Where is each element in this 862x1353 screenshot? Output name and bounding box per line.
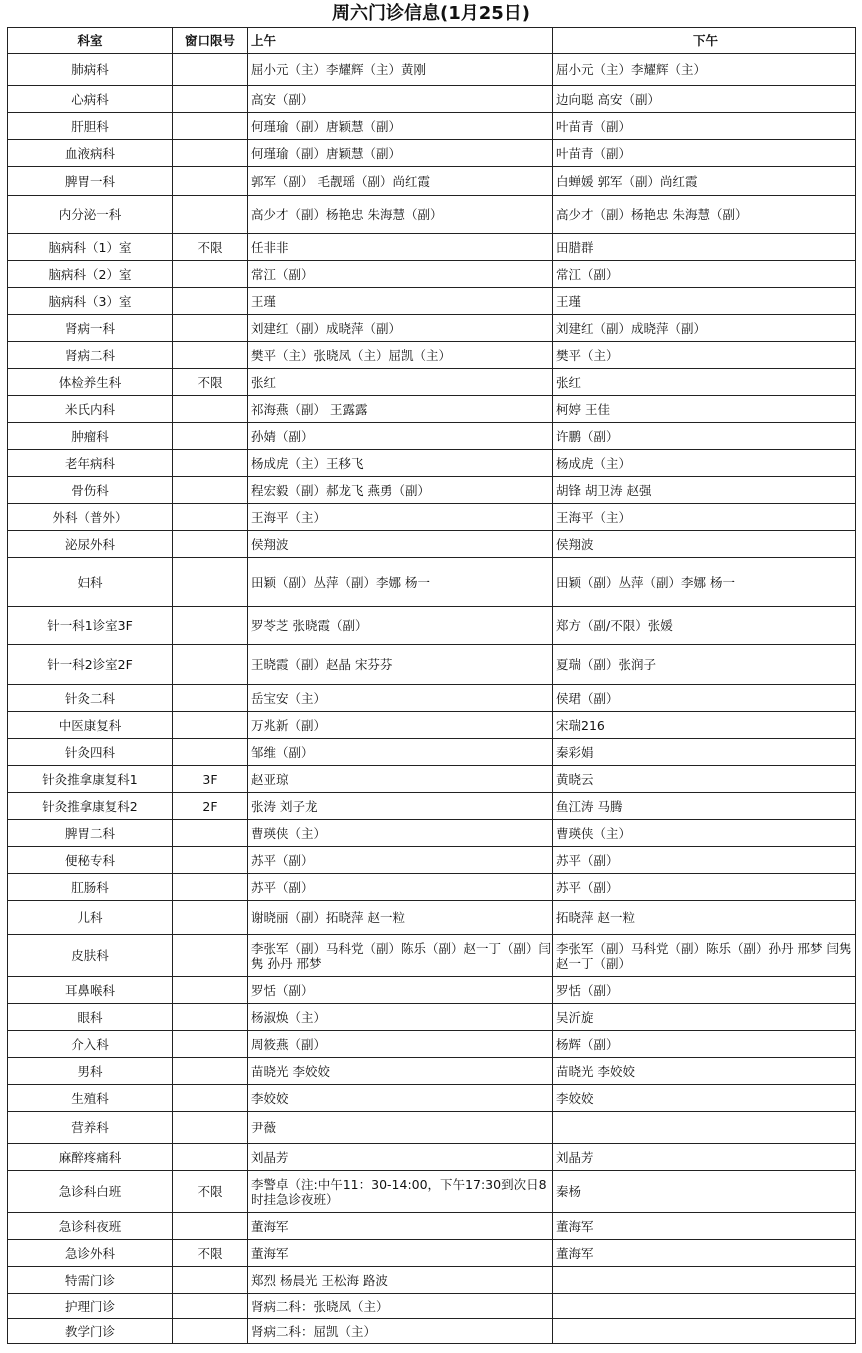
- window-limit-cell: 不限: [172, 369, 247, 395]
- table-row: [7, 712, 856, 739]
- window-limit-cell: [172, 645, 247, 684]
- table-row: [7, 820, 856, 847]
- dept-cell: 皮肤科: [7, 935, 172, 976]
- afternoon-cell: 高少才（副）杨艳忠 朱海慧（副）: [552, 196, 856, 233]
- afternoon-cell: 宋瑞216: [552, 712, 856, 738]
- window-limit-cell: [172, 54, 247, 85]
- afternoon-cell: 秦杨: [552, 1171, 856, 1212]
- dept-cell: 针一科2诊室2F: [7, 645, 172, 684]
- table-row: [7, 477, 856, 504]
- afternoon-cell: 田颖（副）丛萍（副）李娜 杨一: [552, 558, 856, 606]
- dept-cell: 肾病一科: [7, 315, 172, 341]
- dept-cell: 老年病科: [7, 450, 172, 476]
- dept-cell: 针灸二科: [7, 685, 172, 711]
- dept-cell: 体检养生科: [7, 369, 172, 395]
- dept-cell: 中医康复科: [7, 712, 172, 738]
- table-row: [7, 86, 856, 113]
- window-limit-cell: [172, 1004, 247, 1030]
- morning-cell: 周筱燕（副）: [247, 1031, 552, 1057]
- afternoon-cell: 罗恬（副）: [552, 977, 856, 1003]
- afternoon-cell: 曹瑛侠（主）: [552, 820, 856, 846]
- table-row: [7, 196, 856, 234]
- table-row: [7, 645, 856, 685]
- table-row: [7, 874, 856, 901]
- afternoon-cell: 董海军: [552, 1213, 856, 1239]
- morning-cell: 肾病二科：张晓凤（主）: [247, 1294, 552, 1318]
- table-row: [7, 901, 856, 935]
- morning-cell: 罗苓芝 张晓霞（副）: [247, 607, 552, 644]
- afternoon-cell: 侯翔波: [552, 531, 856, 557]
- afternoon-cell: 杨辉（副）: [552, 1031, 856, 1057]
- window-limit-cell: [172, 167, 247, 195]
- dept-cell: 泌尿外科: [7, 531, 172, 557]
- table-row: [7, 450, 856, 477]
- morning-cell: 李张军（副）马科党（副）陈乐（副）赵一丁（副）闫隽 孙丹 邢梦: [247, 935, 552, 976]
- afternoon-cell: 王瑾: [552, 288, 856, 314]
- dept-cell: 特需门诊: [7, 1267, 172, 1293]
- dept-cell: 米氏内科: [7, 396, 172, 422]
- afternoon-cell: 胡锋 胡卫涛 赵强: [552, 477, 856, 503]
- dept-cell: 便秘专科: [7, 847, 172, 873]
- afternoon-cell: 吴沂旋: [552, 1004, 856, 1030]
- window-limit-cell: [172, 1112, 247, 1143]
- morning-cell: 程宏毅（副）郝龙飞 燕勇（副）: [247, 477, 552, 503]
- afternoon-cell: 王海平（主）: [552, 504, 856, 530]
- window-limit-cell: [172, 450, 247, 476]
- window-limit-cell: [172, 558, 247, 606]
- table-row: [7, 793, 856, 820]
- table-row: [7, 288, 856, 315]
- dept-cell: 脑病科（3）室: [7, 288, 172, 314]
- morning-cell: 尹薇: [247, 1112, 552, 1143]
- window-limit-cell: [172, 685, 247, 711]
- afternoon-cell: 樊平（主）: [552, 342, 856, 368]
- morning-cell: 刘建红（副）成晓萍（副）: [247, 315, 552, 341]
- morning-cell: 万兆新（副）: [247, 712, 552, 738]
- table-row: [7, 558, 856, 607]
- morning-cell: 肾病二科：屈凯（主）: [247, 1319, 552, 1343]
- afternoon-cell: 郑方（副/不限）张媛: [552, 607, 856, 644]
- window-limit-cell: [172, 261, 247, 287]
- table-row: [7, 234, 856, 261]
- afternoon-cell: 李姣姣: [552, 1085, 856, 1111]
- window-limit-cell: 2F: [172, 793, 247, 819]
- dept-cell: 急诊外科: [7, 1240, 172, 1266]
- table-row: [7, 261, 856, 288]
- window-limit-cell: [172, 607, 247, 644]
- dept-cell: 心病科: [7, 86, 172, 112]
- afternoon-cell: 杨成虎（主）: [552, 450, 856, 476]
- morning-cell: 侯翔波: [247, 531, 552, 557]
- table-row: [7, 423, 856, 450]
- afternoon-cell: [552, 1319, 856, 1343]
- window-limit-cell: [172, 820, 247, 846]
- window-limit-cell: [172, 531, 247, 557]
- morning-cell: 王瑾: [247, 288, 552, 314]
- table-row: [7, 766, 856, 793]
- window-limit-cell: [172, 1213, 247, 1239]
- table-row: [7, 1144, 856, 1171]
- table-row: [7, 1112, 856, 1144]
- afternoon-cell: 鱼江涛 马腾: [552, 793, 856, 819]
- morning-cell: 苗晓光 李姣姣: [247, 1058, 552, 1084]
- morning-cell: 何瑾瑜（副）唐颖慧（副）: [247, 113, 552, 139]
- window-limit-cell: [172, 1031, 247, 1057]
- morning-cell: 何瑾瑜（副）唐颖慧（副）: [247, 140, 552, 166]
- morning-cell: 高少才（副）杨艳忠 朱海慧（副）: [247, 196, 552, 233]
- afternoon-cell: 董海军: [552, 1240, 856, 1266]
- afternoon-cell: 张红: [552, 369, 856, 395]
- morning-cell: 罗恬（副）: [247, 977, 552, 1003]
- table-row: [7, 54, 856, 86]
- afternoon-cell: 夏瑞（副）张润子: [552, 645, 856, 684]
- afternoon-cell: 柯婷 王佳: [552, 396, 856, 422]
- morning-cell: 刘晶芳: [247, 1144, 552, 1170]
- window-limit-cell: [172, 423, 247, 449]
- dept-cell: 脾胃一科: [7, 167, 172, 195]
- morning-cell: 屈小元（主）李耀辉（主）黄刚: [247, 54, 552, 85]
- dept-cell: 麻醉疼痛科: [7, 1144, 172, 1170]
- dept-cell: 教学门诊: [7, 1319, 172, 1343]
- afternoon-cell: 苗晓光 李姣姣: [552, 1058, 856, 1084]
- morning-cell: 李警卓（注:中午11：30-14:00，下午17:30到次日8时挂急诊夜班）: [247, 1171, 552, 1212]
- table-row: [7, 531, 856, 558]
- afternoon-cell: 苏平（副）: [552, 847, 856, 873]
- dept-cell: 肿瘤科: [7, 423, 172, 449]
- window-limit-cell: [172, 113, 247, 139]
- header-window: 窗口限号: [172, 28, 247, 53]
- morning-cell: 谢晓丽（副）拓晓萍 赵一粒: [247, 901, 552, 934]
- dept-cell: 针灸四科: [7, 739, 172, 765]
- window-limit-cell: [172, 196, 247, 233]
- window-limit-cell: [172, 86, 247, 112]
- header-am: 上午: [247, 28, 552, 53]
- table-row: [7, 1085, 856, 1112]
- window-limit-cell: [172, 1319, 247, 1343]
- table-row: [7, 1240, 856, 1267]
- morning-cell: 苏平（副）: [247, 874, 552, 900]
- table-row: [7, 1058, 856, 1085]
- table-row: [7, 1294, 856, 1319]
- window-limit-cell: [172, 140, 247, 166]
- dept-cell: 生殖科: [7, 1085, 172, 1111]
- morning-cell: 杨成虎（主）王移飞: [247, 450, 552, 476]
- afternoon-cell: 李张军（副）马科党（副）陈乐（副）孙丹 邢梦 闫隽 赵一丁（副）: [552, 935, 856, 976]
- table-row: [7, 685, 856, 712]
- table-row: [7, 1171, 856, 1213]
- window-limit-cell: [172, 1058, 247, 1084]
- window-limit-cell: 3F: [172, 766, 247, 792]
- afternoon-cell: 屈小元（主）李耀辉（主）: [552, 54, 856, 85]
- window-limit-cell: 不限: [172, 1240, 247, 1266]
- window-limit-cell: [172, 504, 247, 530]
- morning-cell: 张涛 刘子龙: [247, 793, 552, 819]
- table-row: [7, 1267, 856, 1294]
- window-limit-cell: [172, 342, 247, 368]
- afternoon-cell: [552, 1294, 856, 1318]
- dept-cell: 血液病科: [7, 140, 172, 166]
- afternoon-cell: 边向聪 高安（副）: [552, 86, 856, 112]
- afternoon-cell: 常江（副）: [552, 261, 856, 287]
- dept-cell: 儿科: [7, 901, 172, 934]
- table-row: [7, 847, 856, 874]
- table-row: [7, 369, 856, 396]
- afternoon-cell: 叶苗青（副）: [552, 140, 856, 166]
- window-limit-cell: [172, 1267, 247, 1293]
- window-limit-cell: [172, 477, 247, 503]
- morning-cell: 王晓霞（副）赵晶 宋芬芬: [247, 645, 552, 684]
- dept-cell: 肾病二科: [7, 342, 172, 368]
- window-limit-cell: 不限: [172, 234, 247, 260]
- dept-cell: 护理门诊: [7, 1294, 172, 1318]
- dept-cell: 营养科: [7, 1112, 172, 1143]
- window-limit-cell: 不限: [172, 1171, 247, 1212]
- table-row: [7, 113, 856, 140]
- window-limit-cell: [172, 396, 247, 422]
- morning-cell: 郑烈 杨晨光 王松海 路波: [247, 1267, 552, 1293]
- table-row: [7, 607, 856, 645]
- dept-cell: 介入科: [7, 1031, 172, 1057]
- table-row: [7, 1004, 856, 1031]
- table-row: [7, 1213, 856, 1240]
- morning-cell: 祁海燕（副） 王露露: [247, 396, 552, 422]
- dept-cell: 针灸推拿康复科1: [7, 766, 172, 792]
- afternoon-cell: 白蝉媛 郭军（副）尚红霞: [552, 167, 856, 195]
- window-limit-cell: [172, 874, 247, 900]
- window-limit-cell: [172, 847, 247, 873]
- table-row: [7, 977, 856, 1004]
- table-row: [7, 1319, 856, 1344]
- schedule-table: [7, 27, 856, 1344]
- morning-cell: 杨淑焕（主）: [247, 1004, 552, 1030]
- afternoon-cell: 刘建红（副）成晓萍（副）: [552, 315, 856, 341]
- table-header-row: [7, 27, 856, 54]
- table-row: [7, 315, 856, 342]
- dept-cell: 肝胆科: [7, 113, 172, 139]
- dept-cell: 针一科1诊室3F: [7, 607, 172, 644]
- morning-cell: 曹瑛侠（主）: [247, 820, 552, 846]
- morning-cell: 赵亚琼: [247, 766, 552, 792]
- morning-cell: 高安（副）: [247, 86, 552, 112]
- window-limit-cell: [172, 739, 247, 765]
- page-title: 周六门诊信息(1月25日): [331, 3, 531, 24]
- morning-cell: 任非非: [247, 234, 552, 260]
- morning-cell: 苏平（副）: [247, 847, 552, 873]
- afternoon-cell: 黄晓云: [552, 766, 856, 792]
- afternoon-cell: 田腊群: [552, 234, 856, 260]
- dept-cell: 耳鼻喉科: [7, 977, 172, 1003]
- table-row: [7, 1031, 856, 1058]
- morning-cell: 田颖（副）丛萍（副）李娜 杨一: [247, 558, 552, 606]
- table-row: [7, 739, 856, 766]
- header-pm: 下午: [552, 28, 856, 53]
- table-row: [7, 342, 856, 369]
- afternoon-cell: 许鹏（副）: [552, 423, 856, 449]
- window-limit-cell: [172, 1085, 247, 1111]
- dept-cell: 肺病科: [7, 54, 172, 85]
- window-limit-cell: [172, 712, 247, 738]
- morning-cell: 邹维（副）: [247, 739, 552, 765]
- afternoon-cell: 秦彩娟: [552, 739, 856, 765]
- dept-cell: 急诊科白班: [7, 1171, 172, 1212]
- dept-cell: 妇科: [7, 558, 172, 606]
- morning-cell: 王海平（主）: [247, 504, 552, 530]
- dept-cell: 脑病科（1）室: [7, 234, 172, 260]
- table-row: [7, 140, 856, 167]
- window-limit-cell: [172, 1294, 247, 1318]
- window-limit-cell: [172, 901, 247, 934]
- dept-cell: 急诊科夜班: [7, 1213, 172, 1239]
- morning-cell: 樊平（主）张晓凤（主）屈凯（主）: [247, 342, 552, 368]
- dept-cell: 外科（普外）: [7, 504, 172, 530]
- dept-cell: 脑病科（2）室: [7, 261, 172, 287]
- dept-cell: 脾胃二科: [7, 820, 172, 846]
- table-row: [7, 167, 856, 196]
- window-limit-cell: [172, 935, 247, 976]
- table-row: [7, 504, 856, 531]
- dept-cell: 男科: [7, 1058, 172, 1084]
- dept-cell: 骨伤科: [7, 477, 172, 503]
- morning-cell: 董海军: [247, 1213, 552, 1239]
- morning-cell: 张红: [247, 369, 552, 395]
- window-limit-cell: [172, 288, 247, 314]
- afternoon-cell: [552, 1112, 856, 1143]
- window-limit-cell: [172, 1144, 247, 1170]
- morning-cell: 董海军: [247, 1240, 552, 1266]
- afternoon-cell: 苏平（副）: [552, 874, 856, 900]
- afternoon-cell: 拓晓萍 赵一粒: [552, 901, 856, 934]
- table-row: [7, 396, 856, 423]
- window-limit-cell: [172, 315, 247, 341]
- dept-cell: 内分泌一科: [7, 196, 172, 233]
- dept-cell: 针灸推拿康复科2: [7, 793, 172, 819]
- afternoon-cell: [552, 1267, 856, 1293]
- dept-cell: 眼科: [7, 1004, 172, 1030]
- afternoon-cell: 刘晶芳: [552, 1144, 856, 1170]
- dept-cell: 肛肠科: [7, 874, 172, 900]
- afternoon-cell: 叶苗青（副）: [552, 113, 856, 139]
- morning-cell: 岳宝安（主）: [247, 685, 552, 711]
- afternoon-cell: 侯珺（副）: [552, 685, 856, 711]
- morning-cell: 常江（副）: [247, 261, 552, 287]
- table-row: [7, 935, 856, 977]
- morning-cell: 李姣姣: [247, 1085, 552, 1111]
- morning-cell: 孙婧（副）: [247, 423, 552, 449]
- header-dept: 科室: [7, 28, 172, 53]
- morning-cell: 郭军（副） 毛靓瑶（副）尚红霞: [247, 167, 552, 195]
- window-limit-cell: [172, 977, 247, 1003]
